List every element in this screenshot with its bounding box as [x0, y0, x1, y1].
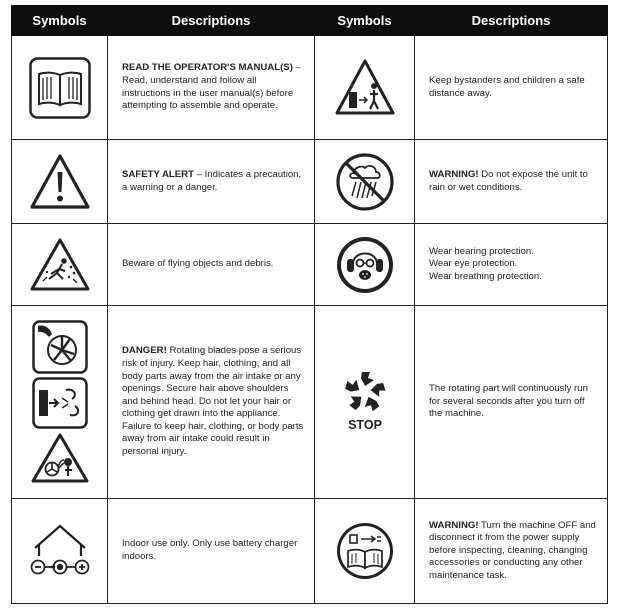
description-text: The rotating part will continuously run for several seconds after you turn off the machine.: [429, 383, 588, 420]
description-text: Keep bystanders and children a safe distance away.: [429, 74, 585, 99]
header-descriptions-left: Descriptions: [108, 6, 315, 36]
table-row: [12, 224, 608, 306]
description-text: Rotating blades pose a serious risk of injury. Keep hair, clothing, and all body parts away from the air intake or any openings. Secure hair above shoulders and behind head. Do not let your hair or clothing get drawn into the appliance. Failure to keep hair, clothing, or body parts away from air intake could result in personal injury.: [122, 345, 304, 458]
description-cell: [415, 224, 608, 306]
bystander-distance-icon: [334, 57, 396, 119]
symbol-cell: [12, 306, 108, 499]
description-text: Turn the machine OFF and disconnect it from the power supply before inspecting, cleaning, changing accessories or conducting any other maintenance task.: [429, 519, 596, 581]
table-row: [12, 499, 608, 604]
description-text: Indoor use only. Only use battery charger indoors.: [122, 538, 298, 562]
description-cell: [108, 36, 315, 140]
description-text: – Indicates a precaution, a warning or a danger.: [122, 168, 302, 193]
symbol-cell: [12, 140, 108, 224]
safety-symbols-table: [11, 5, 608, 604]
description-text: Beware of flying objects and debris.: [122, 258, 274, 270]
symbol-cell: [12, 224, 108, 306]
description-bold: READ THE OPERATOR'S MANUAL(S): [122, 62, 293, 74]
symbol-cell: [12, 499, 108, 604]
description-text: – Read, understand and follow all instructions in the user manual(s) before attempting to assemble and operate.: [122, 62, 301, 112]
description-cell: [108, 140, 315, 224]
description-cell: [108, 306, 315, 499]
indoor-charger-icon: [27, 520, 93, 582]
safety-alert-icon: [29, 153, 91, 211]
table-row: [12, 36, 608, 140]
rotation-stop-icon: [334, 366, 396, 438]
header-row: [12, 6, 608, 36]
rotating-blade-hand-icon: [32, 320, 88, 374]
disconnect-power-icon: [334, 520, 396, 582]
header-symbols-left: Symbols: [12, 6, 108, 36]
header-descriptions-right: Descriptions: [415, 6, 608, 36]
hair-entanglement-icon: [31, 432, 89, 484]
flying-objects-icon: [29, 237, 91, 293]
description-cell: [108, 499, 315, 604]
description-cell: [415, 499, 608, 604]
description-line: Wear hearing protection.: [429, 245, 534, 257]
protection-gear-icon: [334, 234, 396, 296]
description-bold: SAFETY ALERT: [122, 168, 194, 180]
description-line: Wear breathing protection.: [429, 270, 542, 282]
table-row: [12, 140, 608, 224]
description-cell: [415, 140, 608, 224]
table-row: [12, 306, 608, 499]
description-cell: [415, 306, 608, 499]
open-manual-icon: [29, 57, 91, 119]
symbol-cell: [315, 499, 415, 604]
symbol-cell: [315, 306, 415, 499]
symbol-cell: [12, 36, 108, 140]
description-bold: WARNING!: [429, 168, 479, 180]
description-cell: [415, 36, 608, 140]
description-bold: WARNING!: [429, 519, 479, 531]
description-line: Wear eye protection.: [429, 258, 518, 270]
symbol-cell: [315, 36, 415, 140]
no-rain-icon: [334, 151, 396, 213]
stop-label: STOP: [347, 418, 382, 432]
symbol-cell: [315, 224, 415, 306]
header-symbols-right: Symbols: [315, 6, 415, 36]
air-intake-icon: [32, 377, 88, 429]
symbol-cell: [315, 140, 415, 224]
description-cell: [108, 224, 315, 306]
description-bold: DANGER!: [122, 345, 167, 357]
description-text: Do not expose the unit to rain or wet conditions.: [429, 168, 588, 193]
